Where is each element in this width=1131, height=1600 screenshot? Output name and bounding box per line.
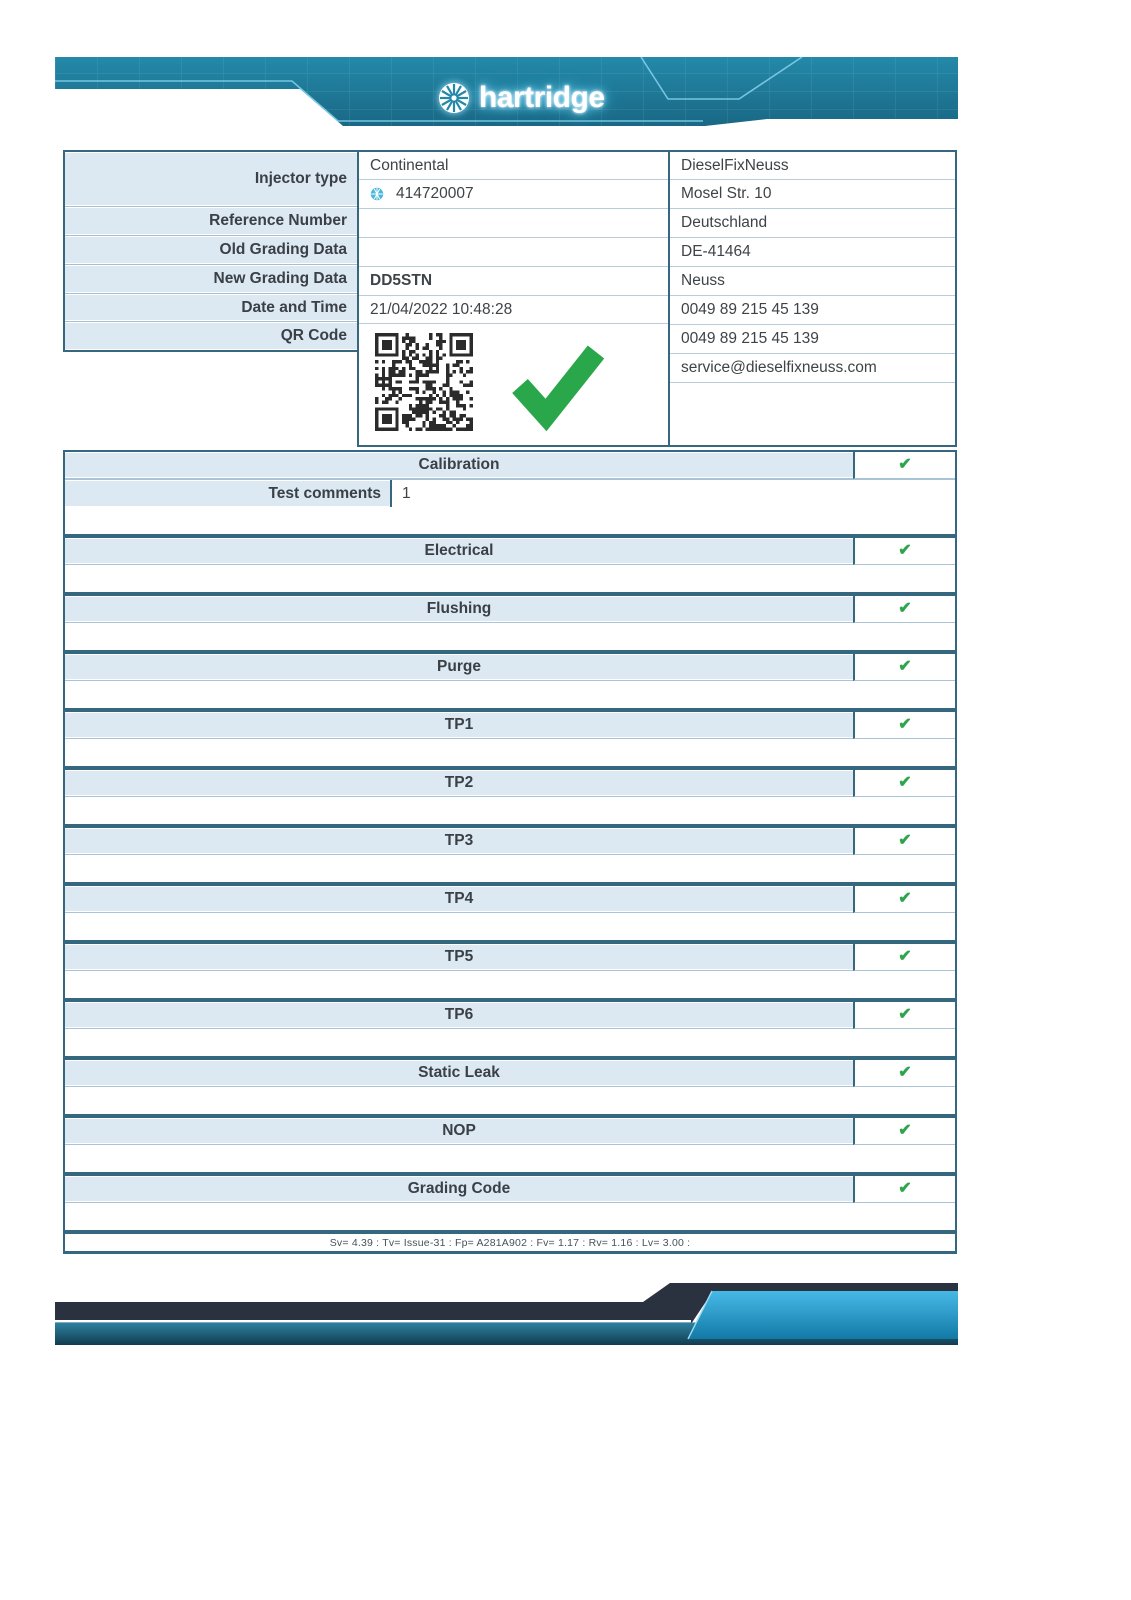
address-street: Mosel Str. 10 — [670, 180, 955, 209]
check-icon: ✔ — [898, 600, 912, 617]
pass-check-cell — [853, 1060, 955, 1087]
check-icon: ✔ — [898, 1064, 912, 1081]
label-old-grading-data: Old Grading Data — [65, 236, 357, 265]
pass-check-cell — [853, 770, 955, 797]
section-grading-code — [63, 1174, 957, 1232]
check-icon: ✔ — [898, 1180, 912, 1197]
section-purge — [63, 652, 957, 710]
empty-row — [65, 623, 955, 649]
section-title: TP1 — [65, 712, 853, 739]
empty-row — [65, 1029, 955, 1055]
info-label-column — [63, 150, 359, 352]
label-date-and-time: Date and Time — [65, 294, 357, 322]
section-static-leak — [63, 1058, 957, 1116]
section-title: TP5 — [65, 944, 853, 971]
section-title: TP2 — [65, 770, 853, 797]
section-title: TP3 — [65, 828, 853, 855]
test-comments-label: Test comments — [65, 480, 392, 507]
label-reference-number: Reference Number — [65, 207, 357, 236]
section-calibration — [63, 450, 957, 536]
footer-banner — [55, 1283, 958, 1349]
check-icon: ✔ — [898, 542, 912, 559]
injector-number: 414720007 — [396, 185, 474, 202]
address-phone1: 0049 89 215 45 139 — [670, 296, 955, 325]
section-title: Grading Code — [65, 1176, 853, 1203]
section-title: TP6 — [65, 1002, 853, 1029]
injector-wheel-icon — [370, 187, 384, 201]
pass-check-cell — [853, 538, 955, 565]
pass-check-cell — [853, 944, 955, 971]
pass-check-cell — [853, 886, 955, 913]
qr-code — [375, 333, 473, 431]
check-icon: ✔ — [898, 890, 912, 907]
big-pass-check-icon — [507, 332, 607, 432]
empty-row — [65, 1145, 955, 1171]
section-title: Purge — [65, 654, 853, 681]
brand-logo — [436, 78, 605, 118]
empty-row — [65, 681, 955, 707]
section-title: Electrical — [65, 538, 853, 565]
section-tp4 — [63, 884, 957, 942]
check-icon: ✔ — [898, 658, 912, 675]
section-title: Calibration — [65, 452, 853, 479]
address-company: DieselFixNeuss — [670, 152, 955, 180]
reference-number-value — [359, 209, 668, 238]
address-city: Neuss — [670, 267, 955, 296]
date-time-value: 21/04/2022 10:48:28 — [359, 296, 668, 324]
check-icon: ✔ — [898, 832, 912, 849]
section-flushing — [63, 594, 957, 652]
address-column — [668, 150, 957, 447]
pass-check-cell — [853, 1002, 955, 1029]
section-electrical — [63, 536, 957, 594]
pass-check-cell — [853, 1176, 955, 1203]
label-injector-type: Injector type — [65, 152, 357, 207]
info-value-column — [357, 150, 670, 447]
address-empty-cell — [670, 383, 955, 440]
empty-row — [65, 1087, 955, 1113]
section-tp3 — [63, 826, 957, 884]
section-title: TP4 — [65, 886, 853, 913]
pass-check-cell — [853, 828, 955, 855]
address-phone2: 0049 89 215 45 139 — [670, 325, 955, 354]
section-title: Flushing — [65, 596, 853, 623]
empty-row — [65, 855, 955, 881]
test-comments-value: 1 — [402, 484, 411, 502]
pass-check-cell — [853, 654, 955, 681]
empty-row — [65, 565, 955, 591]
injector-number-row — [359, 180, 668, 209]
check-icon: ✔ — [898, 948, 912, 965]
old-grading-value — [359, 238, 668, 267]
check-icon: ✔ — [898, 1122, 912, 1139]
qr-code-cell — [359, 324, 668, 445]
test-comments-row — [65, 479, 955, 507]
empty-row — [65, 739, 955, 765]
pass-check-cell — [853, 712, 955, 739]
section-title: NOP — [65, 1118, 853, 1145]
pass-check-cell — [853, 452, 955, 479]
version-info-row: Sv= 4.39 : Tv= Issue-31 : Fp= A281A902 : Fv= 1.17 : Rv= 1.16 : Lv= 3.00 : — [63, 1232, 957, 1254]
pass-check-cell — [853, 596, 955, 623]
label-qr-code: QR Code — [65, 322, 357, 350]
empty-row — [65, 971, 955, 997]
hartridge-wheel-icon — [436, 80, 472, 116]
section-tp6 — [63, 1000, 957, 1058]
label-new-grading-data: New Grading Data — [65, 265, 357, 294]
section-tp2 — [63, 768, 957, 826]
empty-row — [65, 507, 955, 533]
section-nop — [63, 1116, 957, 1174]
injector-make: Continental — [359, 152, 668, 180]
empty-row — [65, 1203, 955, 1229]
section-tp5 — [63, 942, 957, 1000]
section-tp1 — [63, 710, 957, 768]
empty-row — [65, 913, 955, 939]
pass-check-cell — [853, 1118, 955, 1145]
check-icon: ✔ — [898, 456, 912, 473]
brand-name: hartridge — [479, 81, 605, 114]
check-icon: ✔ — [898, 774, 912, 791]
address-email: service@dieselfixneuss.com — [670, 354, 955, 383]
section-title: Static Leak — [65, 1060, 853, 1087]
check-icon: ✔ — [898, 1006, 912, 1023]
check-icon: ✔ — [898, 716, 912, 733]
empty-row — [65, 797, 955, 823]
new-grading-value: DD5STN — [359, 267, 668, 296]
address-country: Deutschland — [670, 209, 955, 238]
address-postcode: DE-41464 — [670, 238, 955, 267]
